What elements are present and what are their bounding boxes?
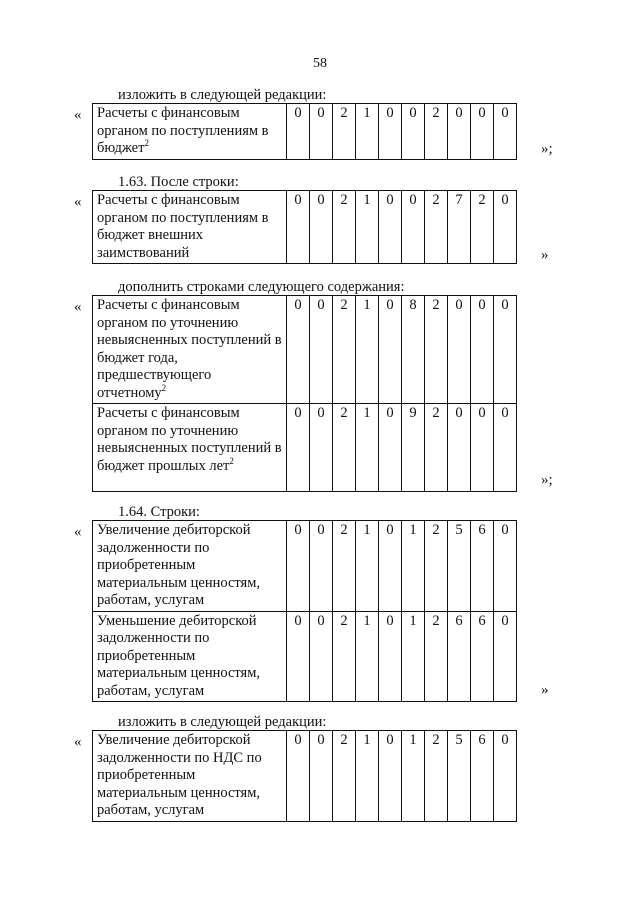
code-digit: 0 <box>402 191 425 264</box>
code-digit: 2 <box>333 191 356 264</box>
code-digit: 0 <box>310 731 333 822</box>
block-heading: дополнить строками следующего содержания: <box>118 279 405 295</box>
code-digit: 6 <box>471 521 494 612</box>
code-digit: 1 <box>356 611 379 702</box>
code-table <box>92 295 517 492</box>
code-table <box>92 520 517 702</box>
code-digit: 2 <box>333 521 356 612</box>
code-digit: 2 <box>425 731 448 822</box>
code-digit: 0 <box>287 104 310 160</box>
code-digit: 0 <box>310 104 333 160</box>
code-digit: 2 <box>333 611 356 702</box>
open-quote: « <box>74 734 82 750</box>
code-digit: 0 <box>379 611 402 702</box>
code-digit: 0 <box>494 611 517 702</box>
block-heading: 1.63. После строки: <box>118 174 239 190</box>
block-heading: изложить в следующей редакции: <box>118 714 327 730</box>
code-digit: 0 <box>287 611 310 702</box>
row-name: Расчеты с финансовым органом по поступлениям в бюджет$^2$ <box>93 104 287 160</box>
code-digit: 0 <box>448 404 471 492</box>
code-digit: 7 <box>448 191 471 264</box>
code-table <box>92 730 517 822</box>
code-digit: 0 <box>471 404 494 492</box>
code-digit: 0 <box>471 104 494 160</box>
code-digit: 1 <box>356 191 379 264</box>
code-digit: 1 <box>356 404 379 492</box>
code-digit: 2 <box>425 521 448 612</box>
row-name: Расчеты с финансовым органом по уточнению невыясненных поступлений в бюджет прошлых лет$^2$ <box>93 404 287 492</box>
code-digit: 8 <box>402 296 425 404</box>
block-heading: 1.64. Строки: <box>118 504 200 520</box>
code-digit: 0 <box>494 104 517 160</box>
code-digit: 0 <box>379 521 402 612</box>
code-digit: 1 <box>402 731 425 822</box>
code-digit: 5 <box>448 521 471 612</box>
code-digit: 6 <box>448 611 471 702</box>
row-name: Увеличение дебиторской задолженности по приобретенным материальным ценностям, работам, услугам <box>93 521 287 612</box>
code-digit: 0 <box>310 296 333 404</box>
code-digit: 0 <box>448 104 471 160</box>
code-digit: 0 <box>310 611 333 702</box>
code-digit: 0 <box>379 104 402 160</box>
code-digit: 0 <box>287 296 310 404</box>
code-digit: 2 <box>333 731 356 822</box>
row-name: Расчеты с финансовым органом по уточнению невыясненных поступлений в бюджет года, предшествующего отчетному$^2$ <box>93 296 287 404</box>
open-quote: « <box>74 299 82 315</box>
code-table <box>92 190 517 264</box>
open-quote: « <box>74 524 82 540</box>
open-quote: « <box>74 194 82 210</box>
table-row <box>93 296 517 404</box>
code-digit: 0 <box>287 731 310 822</box>
code-digit: 0 <box>494 191 517 264</box>
code-digit: 1 <box>356 104 379 160</box>
table-row <box>93 104 517 160</box>
code-digit: 0 <box>287 191 310 264</box>
row-name: Расчеты с финансовым органом по поступлениям в бюджет внешних заимствований <box>93 191 287 264</box>
code-digit: 1 <box>356 731 379 822</box>
code-digit: 0 <box>310 521 333 612</box>
close-quote: »; <box>541 141 553 157</box>
table-row <box>93 191 517 264</box>
code-digit: 2 <box>425 611 448 702</box>
code-digit: 2 <box>333 104 356 160</box>
table-row <box>93 731 517 822</box>
code-digit: 2 <box>333 296 356 404</box>
table-row <box>93 404 517 492</box>
code-digit: 0 <box>379 404 402 492</box>
row-name: Уменьшение дебиторской задолженности по приобретенным материальным ценностям, работам, услугам <box>93 611 287 702</box>
code-digit: 0 <box>494 521 517 612</box>
table-row <box>93 611 517 702</box>
close-quote: » <box>541 247 549 263</box>
code-digit: 5 <box>448 731 471 822</box>
code-digit: 9 <box>402 404 425 492</box>
code-digit: 0 <box>287 521 310 612</box>
close-quote: » <box>541 682 549 698</box>
code-digit: 2 <box>425 191 448 264</box>
code-digit: 0 <box>402 104 425 160</box>
code-digit: 0 <box>379 296 402 404</box>
code-digit: 0 <box>448 296 471 404</box>
block-heading: изложить в следующей редакции: <box>118 87 327 103</box>
code-digit: 0 <box>494 404 517 492</box>
code-digit: 0 <box>494 731 517 822</box>
close-quote: »; <box>541 472 553 488</box>
code-digit: 0 <box>494 296 517 404</box>
code-digit: 2 <box>471 191 494 264</box>
code-digit: 2 <box>425 104 448 160</box>
code-digit: 0 <box>287 404 310 492</box>
open-quote: « <box>74 107 82 123</box>
code-digit: 1 <box>356 296 379 404</box>
code-digit: 2 <box>333 404 356 492</box>
code-table <box>92 103 517 160</box>
code-digit: 0 <box>379 191 402 264</box>
code-digit: 1 <box>402 611 425 702</box>
code-digit: 0 <box>310 191 333 264</box>
row-name: Увеличение дебиторской задолженности по НДС по приобретенным материальным ценностям, работам, услугам <box>93 731 287 822</box>
code-digit: 1 <box>356 521 379 612</box>
code-digit: 0 <box>310 404 333 492</box>
code-digit: 2 <box>425 404 448 492</box>
page-number: 58 <box>313 56 327 71</box>
code-digit: 0 <box>471 296 494 404</box>
code-digit: 6 <box>471 611 494 702</box>
code-digit: 1 <box>402 521 425 612</box>
table-row <box>93 521 517 612</box>
code-digit: 6 <box>471 731 494 822</box>
code-digit: 2 <box>425 296 448 404</box>
code-digit: 0 <box>379 731 402 822</box>
